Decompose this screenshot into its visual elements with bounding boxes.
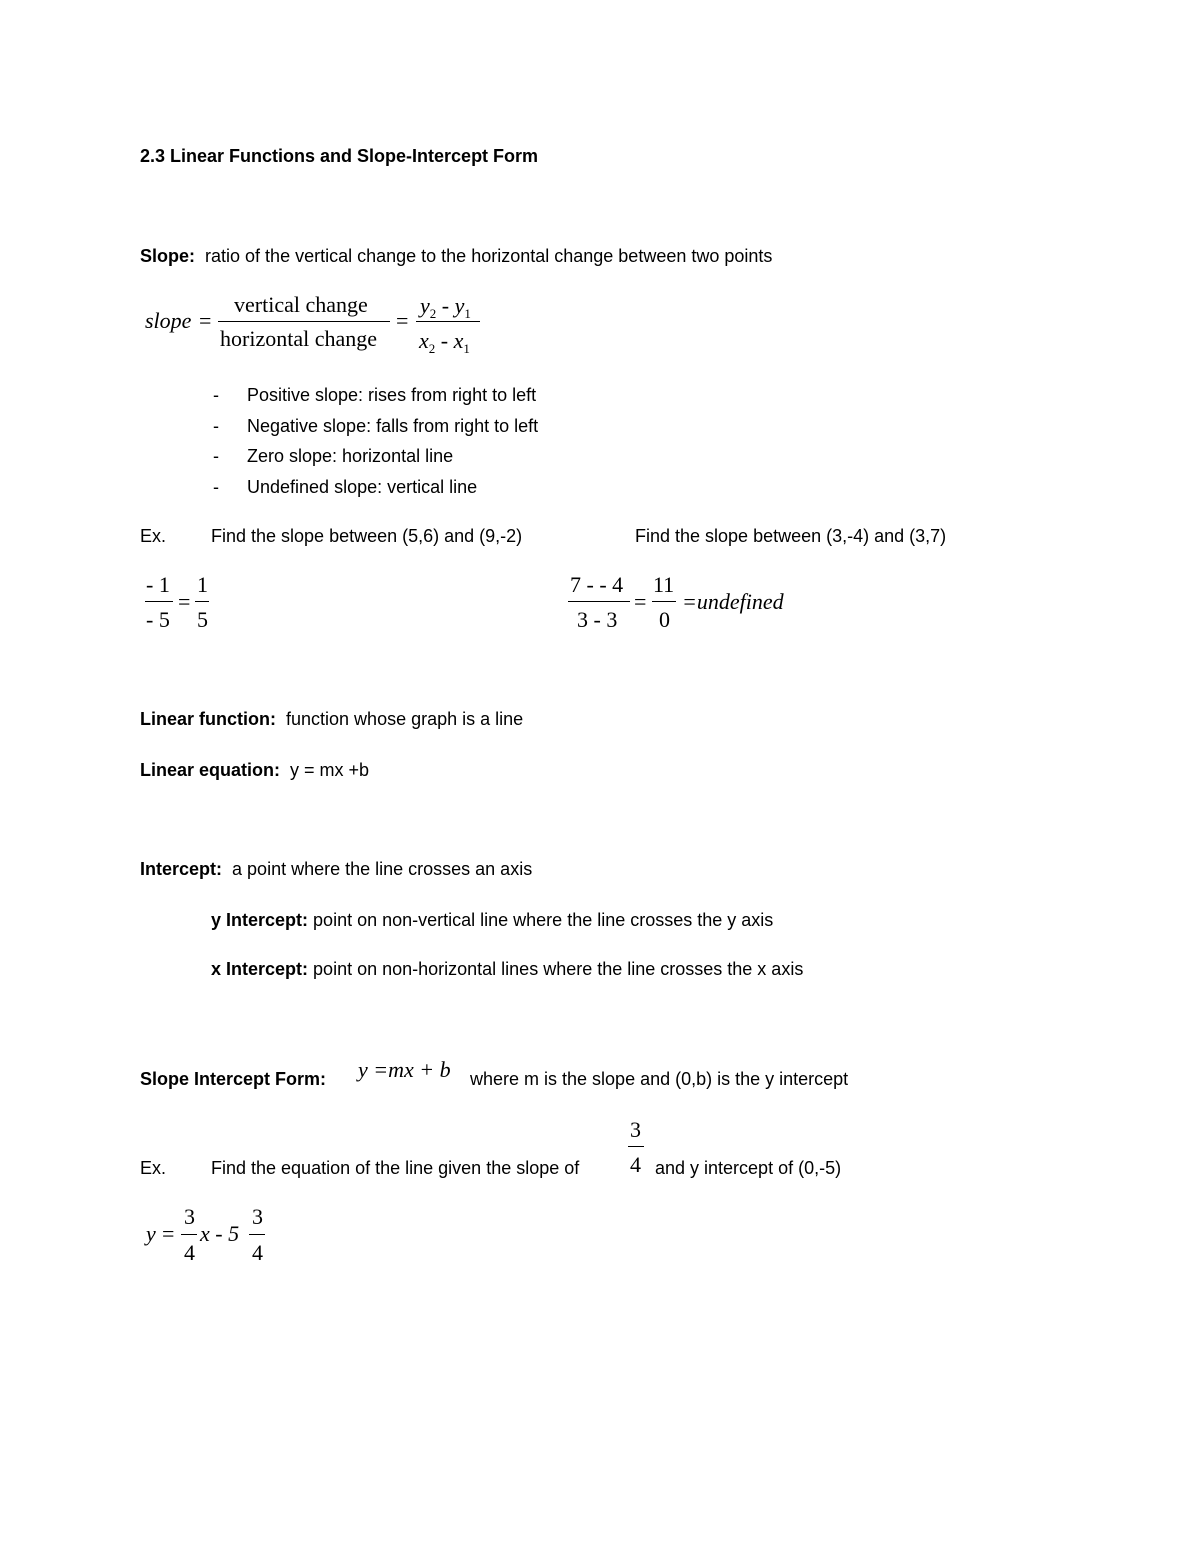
right-denominator: 3 - 3: [577, 607, 618, 632]
formula-delta-y: $y_2 - y_1$: [420, 293, 471, 321]
intercept-term: Intercept:: [140, 859, 223, 879]
example-label: Ex.: [140, 1158, 167, 1178]
slope-definition: ratio of the vertical change to the horizontal change between two points: [205, 246, 773, 266]
list-item: Positive slope: rises from right to left: [247, 385, 537, 405]
right-result-denominator: 0: [659, 607, 670, 632]
example2-slope-denominator: 4: [630, 1152, 641, 1177]
example-right-prompt: Find the slope between (3,-4) and (3,7): [635, 526, 947, 546]
linear-equation-definition: y = mx +b: [290, 760, 370, 780]
formula-numerator: vertical change: [234, 292, 368, 317]
formula-equals-2: =: [396, 308, 409, 333]
linear-function-line: [140, 708, 523, 730]
fraction-bar: [249, 1234, 265, 1235]
example2-prompt-after: and y intercept of (0,-5): [655, 1158, 842, 1178]
fraction-bar: [568, 601, 630, 602]
example2-slope-numerator: 3: [630, 1117, 641, 1142]
example-label: Ex.: [140, 526, 167, 546]
y-intercept-line: [211, 909, 773, 931]
right-equals: =: [634, 589, 647, 614]
linear-equation-term: Linear equation:: [140, 760, 281, 780]
slope-definition-line: [140, 245, 772, 267]
right-numerator: 7 - - 4: [570, 572, 624, 597]
formula-fraction-bar-2: [416, 321, 480, 322]
y-intercept-definition: point on non-vertical line where the line crosses the y axis: [313, 910, 774, 930]
linear-equation-line: [140, 759, 369, 781]
slope-intercept-formula: y =mx + b: [358, 1057, 451, 1082]
list-item: Negative slope: falls from right to left: [247, 416, 539, 436]
answer-denominator-2: 4: [252, 1240, 263, 1265]
formula-denominator: horizontal change: [220, 326, 377, 351]
page-title: 2.3 Linear Functions and Slope-Intercept Form: [140, 146, 539, 166]
answer-equals: =: [162, 1221, 175, 1246]
y-intercept-term: y Intercept:: [211, 910, 309, 930]
formula-equals-1: =: [199, 308, 212, 333]
formula-fraction-bar: [218, 321, 390, 322]
formula-delta-x: $x_2 - x_1$: [419, 328, 470, 356]
right-result-numerator: 11: [653, 572, 675, 597]
bullet-dash: -: [213, 477, 219, 497]
linear-function-term: Linear function:: [140, 709, 276, 729]
fraction-bar: [628, 1146, 644, 1147]
bullet-dash: -: [213, 416, 219, 436]
linear-function-definition: function whose graph is a line: [286, 709, 524, 729]
left-numerator: - 1: [146, 572, 170, 597]
list-item: Undefined slope: vertical line: [247, 477, 478, 497]
fraction-bar: [652, 601, 676, 602]
left-equals: =: [178, 589, 191, 614]
x-intercept-definition: point on non-horizontal lines where the line crosses the x axis: [313, 959, 804, 979]
x-intercept-term: x Intercept:: [211, 959, 309, 979]
bullet-dash: -: [213, 446, 219, 466]
intercept-line: [140, 858, 532, 880]
slope-term: Slope:: [140, 246, 196, 266]
answer-numerator-2: 3: [252, 1204, 263, 1229]
fraction-bar: [181, 1234, 197, 1235]
right-result-undefined: =undefined: [682, 589, 784, 614]
answer-denominator: 4: [184, 1240, 195, 1265]
bullet-dash: -: [213, 385, 219, 405]
answer-numerator: 3: [184, 1204, 195, 1229]
slope-intercept-term: Slope Intercept Form:: [140, 1069, 327, 1089]
left-result-numerator: 1: [197, 572, 208, 597]
slope-intercept-note: where m is the slope and (0,b) is the y intercept: [470, 1069, 849, 1089]
example-left-prompt: Find the slope between (5,6) and (9,-2): [211, 526, 523, 546]
answer-y: y: [146, 1221, 156, 1246]
formula-slope-word: slope: [145, 308, 192, 333]
left-denominator: - 5: [146, 607, 170, 632]
fraction-bar: [195, 601, 209, 602]
list-item: Zero slope: horizontal line: [247, 446, 454, 466]
intercept-definition: a point where the line crosses an axis: [232, 859, 533, 879]
answer-rest: x - 5: [200, 1221, 240, 1246]
left-result-denominator: 5: [197, 607, 208, 632]
fraction-bar: [145, 601, 173, 602]
example2-prompt-before: Find the equation of the line given the slope of: [211, 1158, 580, 1178]
x-intercept-line: [211, 958, 803, 980]
